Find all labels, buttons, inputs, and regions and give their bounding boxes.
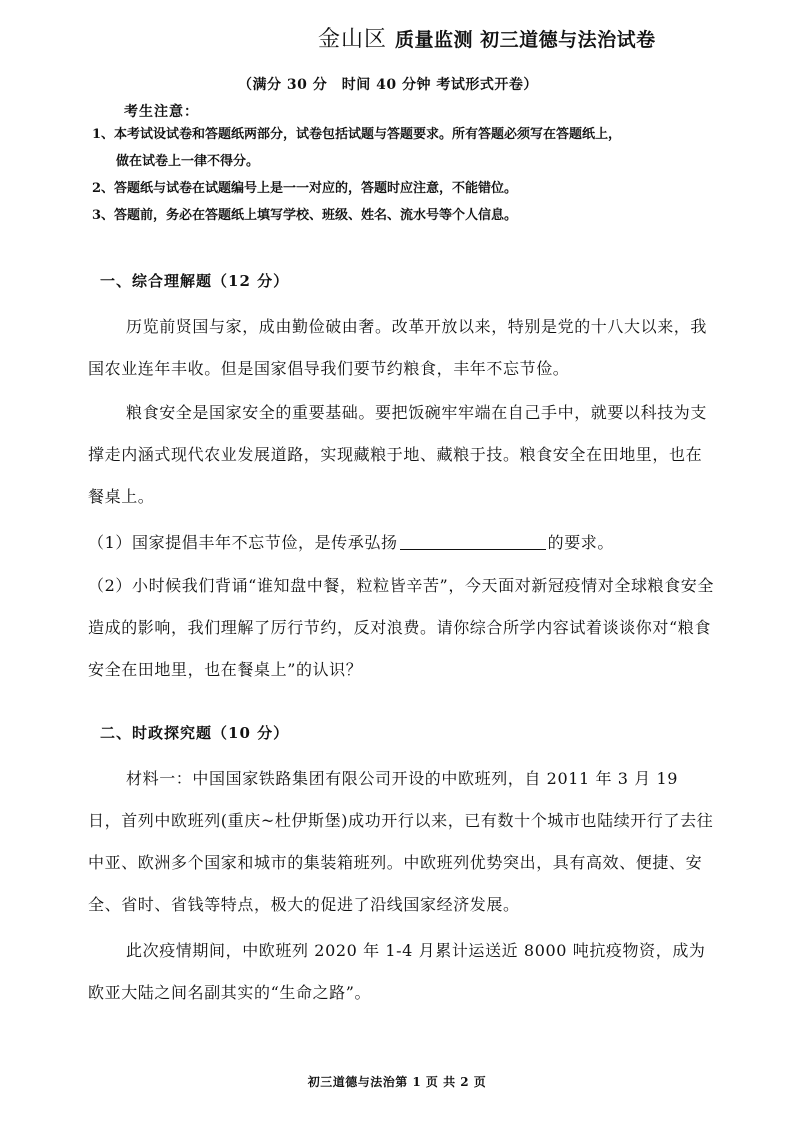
page-footer: 初三道德与法治第 1 页 共 2 页 (307, 1075, 487, 1089)
notice-item-1 (92, 121, 732, 175)
section1-paragraph-1-text: 历览前贤国与家，成由勤俭破由奢。改革开放以来，特别是党的十八大以来，我国农业连年丰收。但是国家倡导我们要节约粮食，丰年不忘节俭。 (88, 317, 708, 378)
section2-heading: 二、时政探究题（10 分） (100, 724, 290, 742)
section2-paragraph-1-text: 材料一：中国国家铁路集团有限公司开设的中欧班列，自 2011 年 3 月 19 日，首列中欧班列(重庆~杜伊斯堡)成功开行以来，已有数十个城市也陆续开行了去往中亚、欧洲多个国家和城市的集装箱班列。中欧班列优势突出，具有高效、便捷、安全、省时、省钱等特点，极大的促进了沿线国家经济发展。 (88, 769, 714, 914)
exam-title-row (318, 22, 656, 53)
question-1-after: 的要求。 (547, 533, 614, 552)
question-1 (88, 522, 716, 564)
district-name: 金山区 (318, 27, 388, 52)
notice-item-3-line1: 3、答题前，务必在答题纸上填写学校、班级、姓名、流水号等个人信息。 (92, 208, 518, 223)
notice-item-2-line1: 2、答题纸与试卷在试题编号上是一一对应的，答题时应注意，不能错位。 (92, 181, 518, 196)
notice-item-2 (92, 175, 732, 202)
answer-blank (400, 531, 546, 550)
section1-paragraph-2-text: 粮食安全是国家安全的重要基础。要把饭碗牢牢端在自己手中，就要以科技为支撑走内涵式现代农业发展道路，实现藏粮于地、藏粮于技。粮食安全在田地里，也在餐桌上。 (88, 403, 708, 506)
question-1-before: （1）国家提倡丰年不忘节俭，是传承弘扬 (88, 533, 398, 552)
notice-item-1-line2: 做在试卷上一律不得分。 (116, 154, 260, 169)
section1-paragraph-2 (88, 392, 716, 518)
section2-paragraph-2 (88, 930, 716, 1014)
section1-heading: 一、综合理解题（12 分） (100, 272, 290, 290)
notice-heading: 考生注意： (124, 104, 199, 120)
section2-paragraph-2-text: 此次疫情期间，中欧班列 2020 年 1-4 月累计运送近 8000 吨抗疫物资，成为欧亚大陆之间名副其实的“生命之路”。 (88, 941, 706, 1002)
notice-list (92, 121, 732, 229)
question-2-text: （2）小时候我们背诵“谁知盘中餐，粒粒皆辛苦”，今天面对新冠疫情对全球粮食安全造成的影响，我们理解了厉行节约，反对浪费。请你综合所学内容试着谈谈你对“粮食安全在田地里，也在餐桌上”的认识？ (88, 576, 714, 679)
notice-item-1-line1: 1、本考试设试卷和答题纸两部分，试卷包括试题与答题要求。所有答题必须写在答题纸上， (92, 127, 622, 142)
notice-item-3 (92, 202, 732, 229)
section2-paragraph-1 (88, 758, 716, 926)
exam-title: 质量监测 初三道德与法治试卷 (395, 29, 656, 51)
section1-paragraph-1 (88, 306, 716, 390)
question-2 (88, 565, 716, 691)
exam-subtitle: （满分 30 分 时间 40 分钟 考试形式开卷） (238, 77, 538, 93)
